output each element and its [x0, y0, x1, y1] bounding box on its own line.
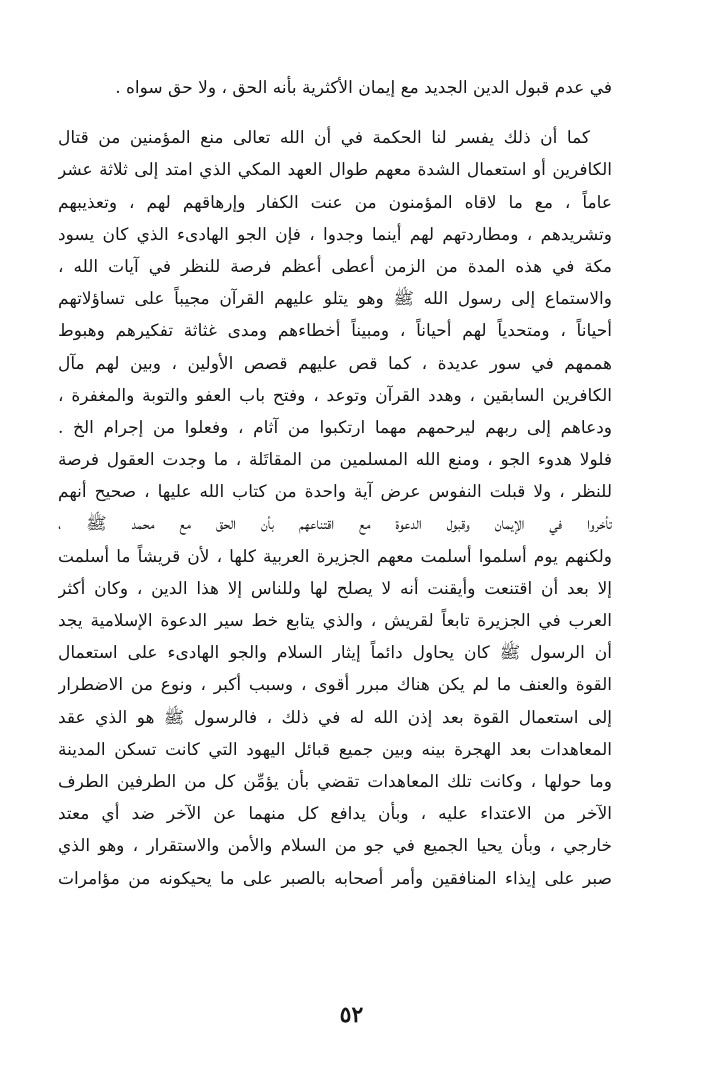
text-line: في عدم قبول الدين الجديد مع إيمان الأكثرية بأنه الحق ، ولا حق سواه . [115, 78, 612, 98]
text-line: عاماً ، مع ما لاقاه المؤمنون من عنت الكفار وإرهاقهم لهم ، وتعذيبهم [58, 192, 612, 213]
text-line: والاستماع إلى رسول الله ﷺ وهو يتلو عليهم القرآن مجيباً على تساؤلاتهم [58, 289, 612, 310]
page-text [58, 72, 612, 972]
text-line: إلى استعمال القوة بعد إذن الله له في ذلك ، فالرسول ﷺ هو الذي عقد [58, 707, 612, 728]
text-line: العرب في الجزيرة تابعاً لقريش ، والذي يتابع خط سير الدعوة الإسلامية يجد [58, 611, 612, 631]
text-line: صبر على إيذاء المنافقين وأمر أصحابه بالصبر على ما يحيكونه من مؤامرات [58, 868, 612, 889]
text-line: الكافرين أو استعمال الشدة معهم طوال العهد المكي الذي امتد إلى ثلاثة عشر [58, 160, 612, 181]
text-line: ودعاهم إلى ربهم ليرحمهم مهما ارتكبوا من آثام ، وفعلوا من إجرام الخ . [58, 417, 612, 438]
paragraph-gap [58, 104, 612, 122]
text-line: تأخروا في الإيمان وقبول الدعوة مع اقتناعهم بأن الحق مع محمد ﷺ ، [58, 514, 612, 535]
text-line: خارجي ، وبأن يحيا الجميع في جو من السلام والأمن والاستقرار ، وهو الذي [58, 836, 612, 857]
text-line: وما حولها ، وكانت تلك المعاهدات تقضي بأن يؤمِّن كل من الطرفين الطرف [58, 771, 612, 792]
text-line: للنظر ، ولا قبلت النفوس عرض آية واحدة من كتاب الله عليها ، صحيح أنهم [58, 482, 612, 503]
text-line: القوة والعنف ما لم يكن هناك مبرر أقوى ، وسبب أكبر ، ونوع من الاضطرار [58, 675, 612, 696]
paragraph-2 [58, 122, 612, 895]
text-line: وتشريدهم ، ومطاردتهم لهم أينما وجدوا ، فإن الجو الهادىء الذي كان يسود [58, 224, 612, 245]
text-line: ولكنهم يوم أسلموا أسلمت معهم الجزيرة العربية كلها ، لأن قريشاً ما أسلمت [58, 546, 612, 567]
text-line: هممهم في سور عديدة ، كما قص عليهم قصص الأولين ، وبين لهم مآل [58, 353, 612, 374]
text-line: إلا بعد أن اقتنعت وأيقنت أنه لا يصلح لها وللناس إلا هذا الدين ، وكان أكثر [58, 578, 612, 599]
text-line: الكافرين السابقين ، وهدد القرآن وتوعد ، وفتح باب العفو والتوبة والمغفرة ، [58, 385, 612, 406]
text-line: فلولا هدوء الجو ، ومنع الله المسلمين من المقاتَلة ، ما وجدت العقول فرصة [58, 450, 612, 471]
text-line: مكة في هذه المدة من الزمن أعطى أعظم فرصة للنظر في آيات الله ، [58, 256, 612, 277]
text-line: أحياناً ، ومتحدياً لهم أحياناً ، ومبيناً أخطاءهم ومدى غثاثة تفكيرهم وهبوط [58, 321, 612, 342]
text-line: الآخر من الاعتداء عليه ، وبأن يدافع كل منهما عن الآخر ضد أي معتد [58, 804, 612, 825]
page-number: ٥٢ [339, 1002, 364, 1028]
paragraph-1 [58, 72, 612, 104]
text-line: أن الرسول ﷺ كان يحاول دائماً إيثار السلام والجو الهادىء على استعمال [58, 643, 612, 664]
text-line: كما أن ذلك يفسر لنا الحكمة في أن الله تعالى منع المؤمنين من قتال [58, 128, 590, 149]
text-line: المعاهدات بعد الهجرة بينه وبين جميع قبائل اليهود التي كانت تسكن المدينة [58, 739, 612, 760]
